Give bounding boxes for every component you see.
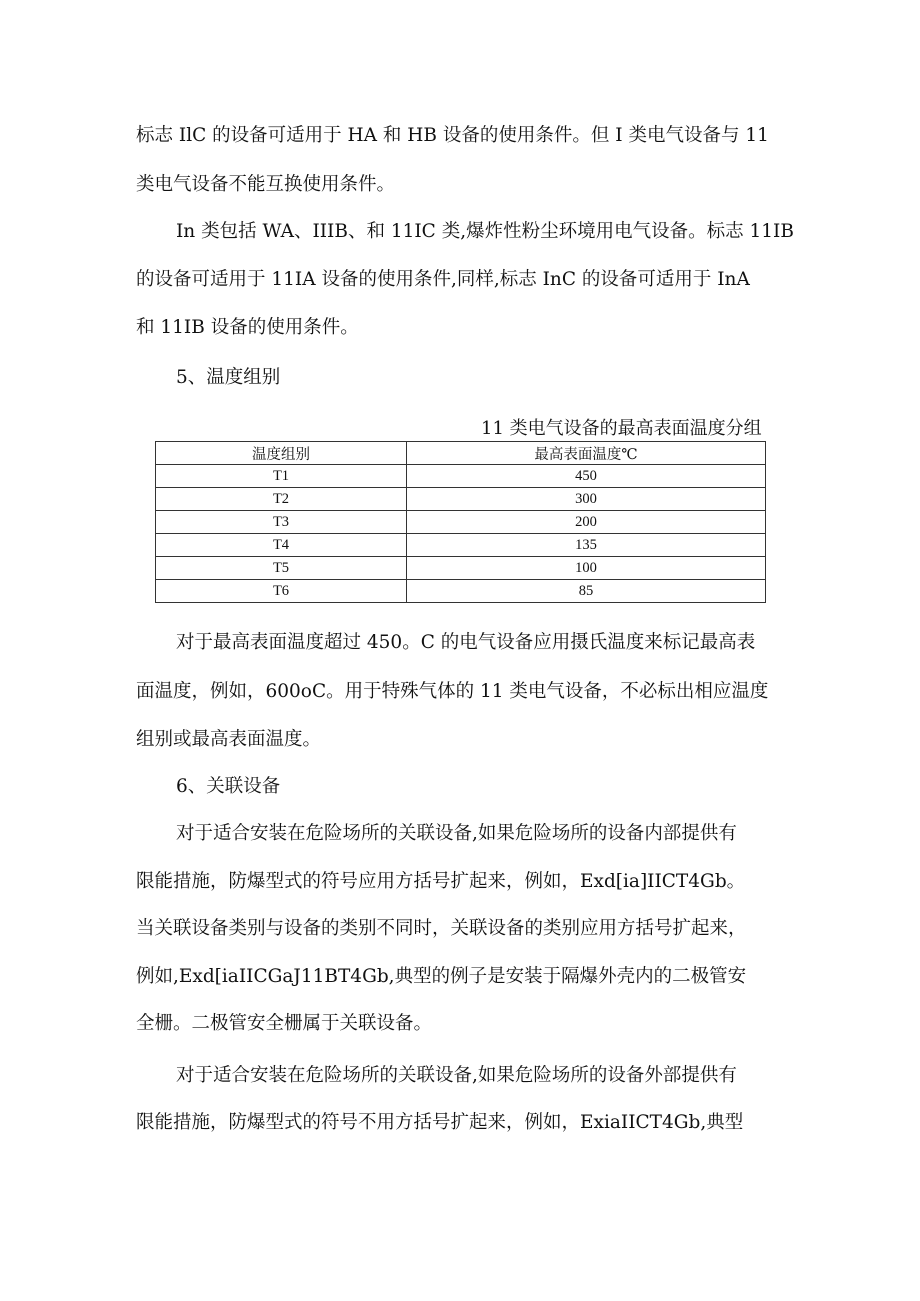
table-header-row [156,442,766,465]
column-header-max-temp: 最高表面温度℃ [407,442,766,465]
paragraph-line: 限能措施，防爆型式的符号应用方括号扩起来，例如，Exd[ia]IICT4Gb。 [136,871,746,892]
table-row [156,511,766,534]
paragraph-line: 限能措施，防爆型式的符号不用方括号扩起来，例如，ExiaIICT4Gb,典型 [136,1112,744,1133]
paragraph-line: 组别或最高表面温度。 [136,729,322,750]
cell-group: T4 [156,534,407,557]
paragraph-line: 当关联设备类别与设备的类别不同时，关联设备的类别应用方括号扩起来， [136,918,747,939]
paragraph-line: 的设备可适用于 11IA 设备的使用条件,同样,标志 InC 的设备可适用于 InA [136,269,750,290]
cell-group: T3 [156,511,407,534]
table-row [156,488,766,511]
cell-temp: 300 [407,488,766,511]
paragraph-line: 标志 IlC 的设备可适用于 HA 和 HB 设备的使用条件。但 I 类电气设备与 11 [136,125,769,146]
cell-temp: 200 [407,511,766,534]
paragraph-line: 对于最高表面温度超过 450。C 的电气设备应用摄氏温度来标记最高表 [176,632,756,653]
cell-group: T2 [156,488,407,511]
section-heading-temperature-groups: 5、温度组别 [176,367,281,388]
paragraph-line: 面温度，例如，600oC。用于特殊气体的 11 类电气设备，不必标出相应温度 [136,681,769,702]
cell-group: T5 [156,557,407,580]
paragraph-line: 全栅。二极管安全栅属于关联设备。 [136,1013,433,1034]
table-row [156,580,766,603]
table-row [156,534,766,557]
cell-temp: 450 [407,465,766,488]
cell-group: T1 [156,465,407,488]
cell-temp: 100 [407,557,766,580]
cell-temp: 135 [407,534,766,557]
temperature-group-table [155,441,766,603]
table-row [156,465,766,488]
paragraph-line: 例如,Exd[iaIICGaJ11BT4Gb,典型的例子是安装于隔爆外壳内的二极管安 [136,966,747,987]
cell-temp: 85 [407,580,766,603]
cell-group: T6 [156,580,407,603]
column-header-group: 温度组别 [156,442,407,465]
table-row [156,557,766,580]
paragraph-line: 类电气设备不能互换使用条件。 [136,174,396,195]
paragraph-line: 对于适合安装在危险场所的关联设备,如果危险场所的设备内部提供有 [176,823,737,844]
paragraph-line: 对于适合安装在危险场所的关联设备,如果危险场所的设备外部提供有 [176,1065,737,1086]
section-heading-associated-equipment: 6、关联设备 [176,776,281,797]
paragraph-line: In 类包括 WA、IIIB、和 11IC 类,爆炸性粉尘环境用电气设备。标志 11IB [176,221,794,242]
paragraph-line: 和 11IB 设备的使用条件。 [136,317,359,338]
table-caption: 11 类电气设备的最高表面温度分组 [481,418,762,439]
